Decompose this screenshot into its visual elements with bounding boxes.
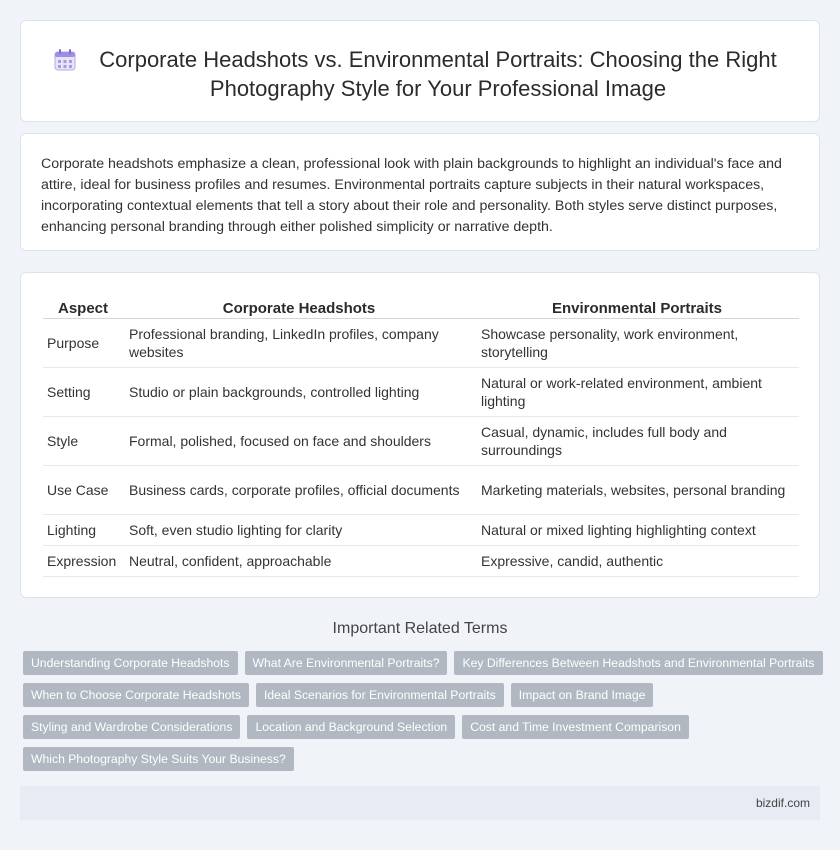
cell-corporate: Business cards, corporate profiles, official documents	[123, 466, 475, 515]
table-row	[43, 466, 799, 515]
related-term-tag[interactable]: Cost and Time Investment Comparison	[462, 715, 689, 739]
header-corporate: Corporate Headshots	[123, 298, 475, 319]
summary-card	[20, 133, 820, 251]
cell-corporate: Neutral, confident, approachable	[123, 546, 475, 577]
cell-environmental: Marketing materials, websites, personal branding	[475, 466, 799, 515]
cell-corporate: Studio or plain backgrounds, controlled lighting	[123, 368, 475, 417]
related-term-tag[interactable]: When to Choose Corporate Headshots	[23, 683, 249, 707]
related-term-tag[interactable]: Location and Background Selection	[247, 715, 455, 739]
comparison-card	[20, 272, 820, 598]
title-card	[20, 20, 820, 122]
cell-aspect: Setting	[43, 368, 123, 417]
table-row	[43, 319, 799, 368]
cell-corporate: Soft, even studio lighting for clarity	[123, 515, 475, 546]
cell-aspect: Lighting	[43, 515, 123, 546]
related-term-tag[interactable]: Which Photography Style Suits Your Business?	[23, 747, 294, 771]
footer	[20, 786, 820, 820]
cell-corporate: Formal, polished, focused on face and shoulders	[123, 417, 475, 466]
calendar-icon	[52, 47, 78, 73]
cell-environmental: Natural or work-related environment, ambient lighting	[475, 368, 799, 417]
table-row	[43, 515, 799, 546]
cell-aspect: Style	[43, 417, 123, 466]
cell-aspect: Expression	[43, 546, 123, 577]
header-environmental: Environmental Portraits	[475, 298, 799, 319]
cell-environmental: Natural or mixed lighting highlighting context	[475, 515, 799, 546]
related-term-tag[interactable]: Key Differences Between Headshots and Environmental Portraits	[454, 651, 822, 675]
cell-aspect: Purpose	[43, 319, 123, 368]
related-term-tag[interactable]: Ideal Scenarios for Environmental Portraits	[256, 683, 504, 707]
related-term-tag[interactable]: What Are Environmental Portraits?	[245, 651, 448, 675]
related-terms-heading: Important Related Terms	[332, 620, 508, 637]
comparison-table	[43, 298, 799, 577]
related-term-tag[interactable]: Impact on Brand Image	[511, 683, 654, 707]
page-title: Corporate Headshots vs. Environmental Portraits: Choosing the Right Photography Style for Your Professional Image	[99, 47, 777, 101]
header-aspect: Aspect	[43, 298, 123, 319]
table-row	[43, 368, 799, 417]
table-header-row	[43, 298, 799, 319]
related-terms-list	[23, 651, 823, 779]
cell-environmental: Showcase personality, work environment, storytelling	[475, 319, 799, 368]
cell-environmental: Casual, dynamic, includes full body and surroundings	[475, 417, 799, 466]
footer-site-link[interactable]: bizdif.com	[755, 796, 810, 810]
table-row	[43, 417, 799, 466]
cell-aspect: Use Case	[43, 466, 123, 515]
related-term-tag[interactable]: Understanding Corporate Headshots	[23, 651, 238, 675]
cell-corporate: Professional branding, LinkedIn profiles, company websites	[123, 319, 475, 368]
summary-text: Corporate headshots emphasize a clean, professional look with plain backgrounds to highlight an individual's face and attire, ideal for business profiles and resumes. Environmental portraits capture subjects in their natural workspaces, incorporating contextual elements that tell a story about their role and personality. Both styles serve distinct purposes, enhancing personal branding through either polished simplicity or narrative depth.	[41, 156, 782, 235]
table-row	[43, 546, 799, 577]
related-term-tag[interactable]: Styling and Wardrobe Considerations	[23, 715, 240, 739]
cell-environmental: Expressive, candid, authentic	[475, 546, 799, 577]
